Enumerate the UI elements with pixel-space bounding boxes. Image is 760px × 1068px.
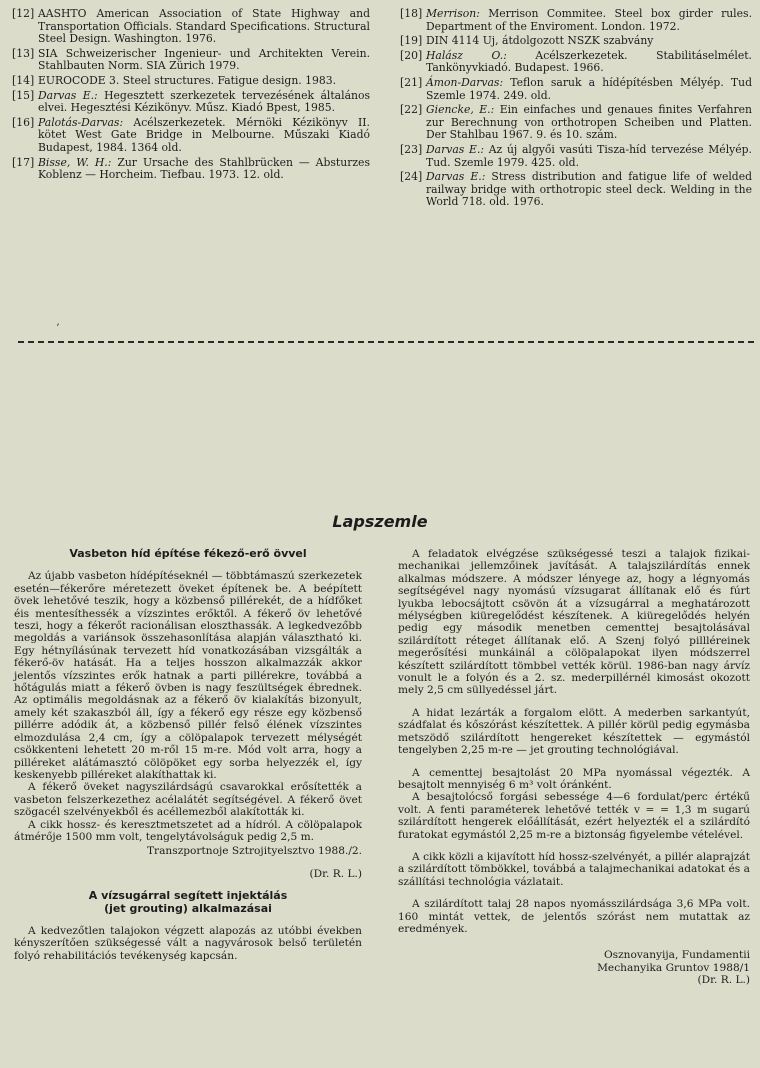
left-article-column bbox=[14, 548, 362, 962]
reference-item: [18] Merrison: Merrison Commitee. Steel box girder rules. Department of the Enviroment. London. 1972. bbox=[400, 7, 752, 33]
article1-source: Transzportnoje Sztrojityelsztvo 1988./2. bbox=[146, 845, 362, 858]
reference-item: [13] SIA Schweizerischer Ingenieur- und Architekten Verein. Stahlbauten Norm. SIA Zürich 1979. bbox=[12, 46, 370, 73]
article2-paragraph: A feladatok elvégzése szükségessé teszi a talajok fizikai-mechanikai jellemzőinek javítását. A talajszilárdítás ennek alkalmas módszere. A módszer lényege az, hogy a légnyomás segítségével nagy nyomású vízsugarat állítanak elő és fúrt lyukba lebocsájtott csövön át a vízsugárral a meghatározott mélységben kiüregelődést készítenek. A kiüregelődés helyén pedig egy második menetben cementtej besajtolásával szilárdított réteget állítanak elő. A Szenj folyó pillléreinek megerősítési munkáinál a cölöpalapokat ilyen módszerrel készített szilárdított tömbbel vették körül. 1986-ban nagy árvíz vonult le a folyón és a 2. sz. mederpillérnél kimosást okozott mely 2,5 cm süllyedéssel járt. bbox=[398, 548, 750, 697]
reference-item: [12] AASHTO American Association of State Highway and Transportation Officials. Standard Specifications. Structural Steel Design. Washington. 1976. bbox=[12, 7, 370, 46]
article2-source: Osznovanyija, Fundamentii Mechanyika Gruntov 1988/1 (Dr. R. L.) bbox=[398, 949, 750, 986]
article1-title: Vasbeton híd építése fékező-erő övvel bbox=[69, 547, 307, 560]
article2-title: A vízsugárral segített injektálás (jet grouting) alkalmazásai bbox=[88, 889, 288, 915]
reference-item: [17] Bisse, W. H.: Zur Ursache des Stahlbrücken — Absturzes Koblenz — Horcheim. Tiefbau. 1973. 12. old. bbox=[12, 155, 370, 182]
reference-item: [21] Ámon-Darvas: Teflon saruk a hídépítésben Mélyép. Tud Szemle 1974. 249. old. bbox=[400, 75, 752, 102]
article2-paragraph: A besajtolócső forgási sebessége 4—6 fordulat/perc értékű volt. A fenti paraméterek lehetővé tették v = = 1,3 m sugarú szilárdított hengerek előállítását, ezért helyezték el a szilárdító furatokat egymástól 2,25 m-re a biztonság figyelembe vételével. bbox=[398, 791, 750, 841]
article1-paragraph: Az újabb vasbeton hídépítéseknél — többtámaszú szerkezetek esetén—fékerőre méretezett öveket építenek be. A beépített övek lehetővé teszik, hogy a közbenső pillérekét, de a hídfőket éis mentesíthessék a vízszintes erőktől. A fékerő öv lehetővé teszi, hogy a fékerőt racionálisan eloszthassák. A legkedvezőbb megoldás a variánsok összehasonlítása alapján választható ki. Egy hétnyílásúnak tervezett híd vonatkozásában vizsgálták a fékerő-öv hatását. Ha a teljes hosszon alkalmazzák akkor jelentős vízszintes erők hatnak a parti pillérekre, továbbá a hőtágulás miatt a fékerő övben is nagy feszültségek ébrednek. Az optimális megoldásnak az a fékerő öv kialakítás bizonyult, amely két szakaszból áll, így a fékerő egy része egy közbenső pillérre adódik át, a közbenső pillér felső élének vízszintes elmozdulása 2,4 cm, így a cölöpalapok tervezett mélységét csökkenteni lehetett 20 m-ről 15 m-re. Mód volt arra, hogy a pilléreket alátámasztó cölöpöket egy sorba helyezzék el, így keskenyebb pilléreket alakíthattak ki. bbox=[14, 570, 362, 781]
references-right-column bbox=[400, 8, 752, 211]
reference-item: [16] Palotás-Darvas: Acélszerkezetek. Mérnöki Kézikönyv II. kötet West Gate Bridge in Melbourne. Műszaki Kiadó Budapest, 1984. 1364 old. bbox=[12, 115, 370, 154]
article1-signature: (Dr. R. L.) bbox=[309, 867, 362, 880]
article1-paragraph: A cikk hossz- és keresztmetszetet ad a hídról. A cölöpalapok átmérője 1500 mm volt, tengelytávolságuk pedig 2,5 m. bbox=[14, 818, 362, 843]
article2-paragraph: A cikk közli a kijavított híd hossz-szelvényét, a pillér alaprajzát a szilárdított tömbökkel, továbbá a talajmechanikai adatokat és a szállítási technológia vázlatait. bbox=[398, 850, 750, 888]
article2-intro: A kedvezőtlen talajokon végzett alapozás az utóbbi években kényszerítően szükségessé vált a nagyvárosok belső területén folyó rehabilitációs tevékenység kapcsán. bbox=[14, 924, 362, 962]
stray-mark: ʼ bbox=[56, 323, 60, 334]
article2-paragraph: A hidat lezárták a forgalom elött. A mederben sarkantyút, szádfalat és kőszórást készítettek. A pillér körül pedig egymásba metszödő szilárdított hengereket készítettek — egymástól tengelyben 2,25 m-re — jet grouting technológiával. bbox=[398, 706, 750, 757]
reference-item: [22] Giencke, E.: Ein einfaches und genaues finites Verfahren zur Berechnung von orthotropen Scheiben und Platten. Der Stahlbau 1967. 9. és 10. szám. bbox=[400, 103, 752, 142]
reference-item: [15] Darvas E.: Hegesztett szerkezetek tervezésének általános elvei. Hegesztési Kézikönyv. Műsz. Kiadó Bpest, 1985. bbox=[12, 88, 370, 115]
references-left-column bbox=[12, 8, 370, 184]
article2-paragraph: A szilárdított talaj 28 napos nyomásszilárdsága 3,6 MPa volt. 160 mintát vettek, de jelentős szórást nem mutattak az eredmények. bbox=[398, 898, 750, 935]
reference-item: [23] Darvas E.: Az új algyői vasúti Tisza-híd tervezése Mélyép. Tud. Szemle 1979. 425. old. bbox=[400, 142, 752, 169]
section-divider bbox=[18, 341, 754, 343]
article2-paragraph: A cementtej besajtolást 20 MPa nyomással végezték. A besajtolt mennyiség 6 m³ volt óránként. bbox=[398, 766, 750, 791]
article1-paragraph: A fékerő öveket nagyszilárdságú csavarokkal erősítették a vasbeton felszerkezethez acélalátét segítségével. A fékerő övet szögacél szelvényekből és acéllemezből alakították ki. bbox=[14, 781, 362, 819]
reference-item: [19] DIN 4114 Uj, átdolgozott NSZK szabvány bbox=[400, 34, 654, 48]
article2-signature: (Dr. R. L.) bbox=[697, 974, 750, 987]
section-title: Lapszemle bbox=[332, 512, 428, 531]
reference-item: [14] EUROCODE 3. Steel structures. Fatigue design. 1983. bbox=[12, 73, 337, 87]
right-article-column bbox=[398, 548, 750, 987]
reference-item: [20] Halász O.: Acélszerkezetek. Stabilitáselmélet. Tankönyvkiadó. Budapest. 1966. bbox=[400, 48, 752, 75]
reference-item: [24] Darvas E.: Stress distribution and fatigue life of welded railway bridge with orthotropic steel deck. Welding in the World 718. old. 1976. bbox=[400, 170, 753, 209]
